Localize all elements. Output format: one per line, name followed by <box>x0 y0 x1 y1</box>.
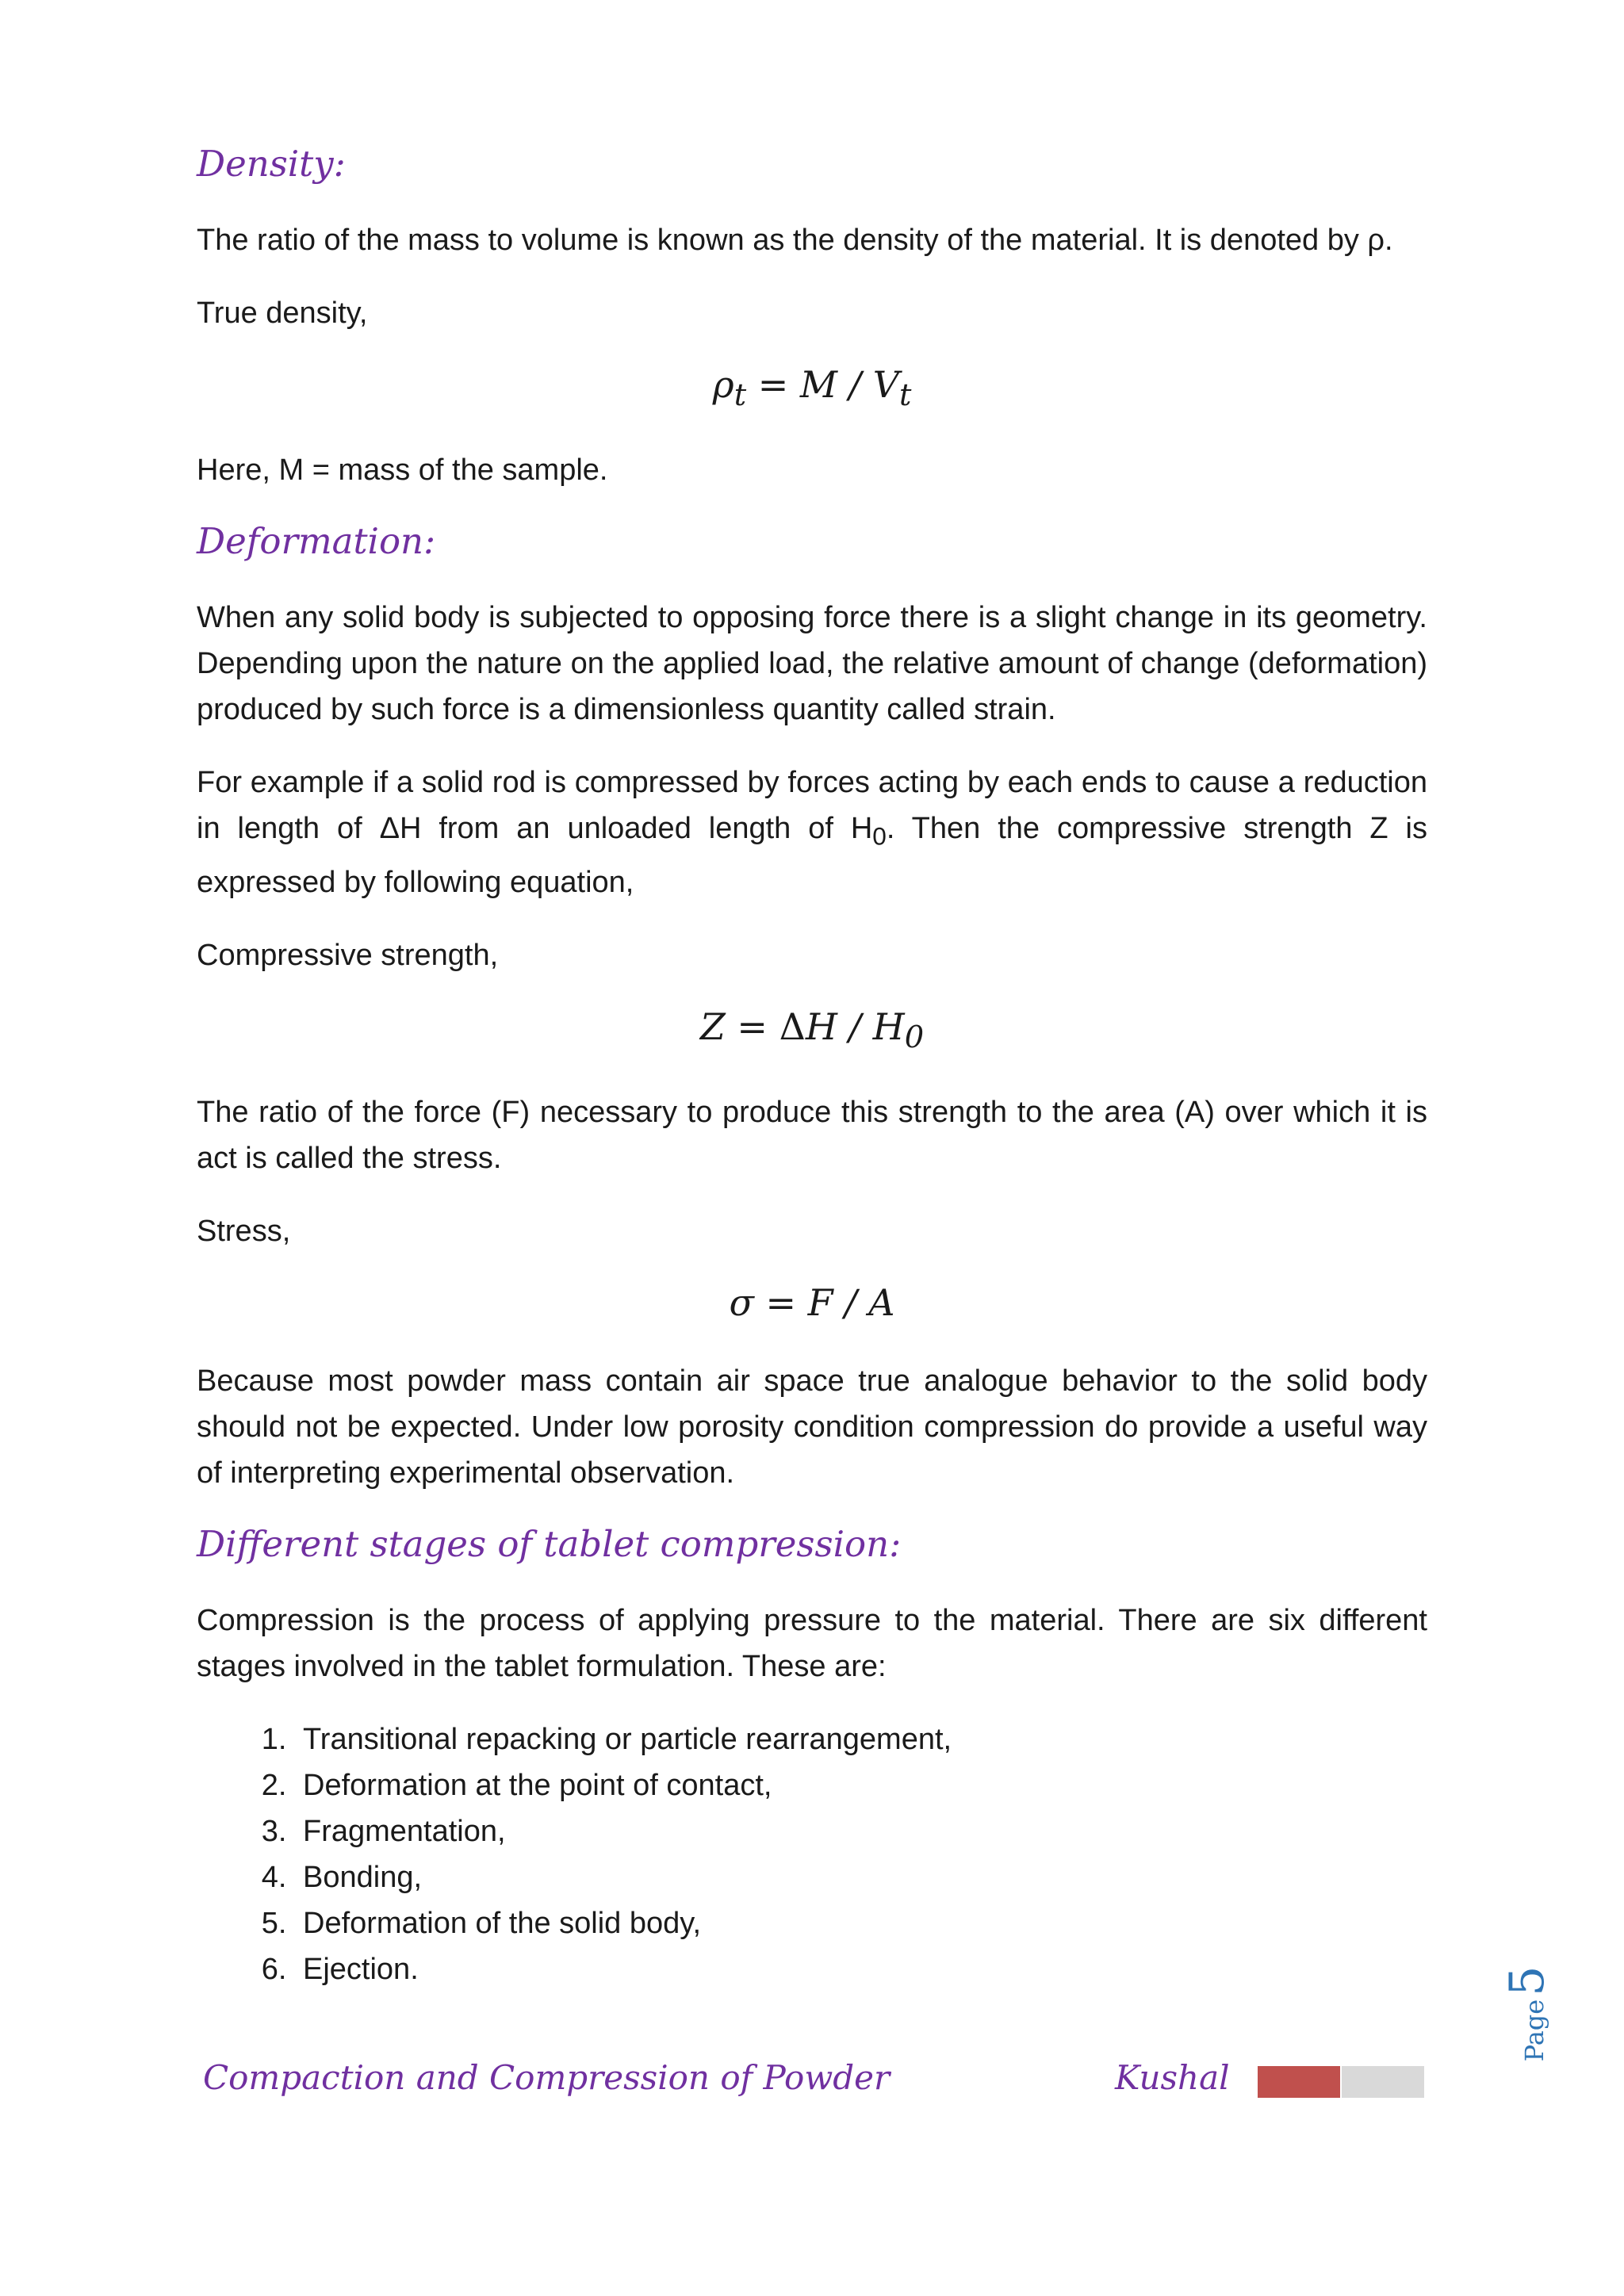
section-heading-stages: Different stages of tablet compression: <box>197 1523 902 1566</box>
formula-mass-over-volume: M / V <box>799 363 899 406</box>
footer-accent-bar-red <box>1258 2066 1340 2098</box>
density-definition: The ratio of the mass to volume is known as the density of the material. It is denoted by ρ. <box>197 224 1393 257</box>
compression-intro: Compression is the process of applying pressure to the material. There are six different stages involved in the tablet formulation. These are: <box>197 1604 1427 1684</box>
compression-example <box>197 760 1427 905</box>
compression-example-text-a: For example if a solid rod is compressed by forces acting by each ends to cause a reduction in length of ΔH from an unloaded length of H <box>197 766 1427 846</box>
page-number: 5 <box>1500 1965 1555 1996</box>
list-item: 2. Deformation at the point of contact, <box>295 1762 1427 1808</box>
formula-h-subscript: 0 <box>904 1019 925 1055</box>
stages-list <box>197 1716 1427 1992</box>
formula-z: Z <box>699 1004 726 1048</box>
footer-accent-bar-grey <box>1342 2066 1424 2098</box>
page-footer <box>203 2058 1424 2114</box>
formula-rho-subscript: t <box>733 377 747 414</box>
list-item: 5. Deformation of the solid body, <box>295 1900 1427 1946</box>
formula-rho: ρ <box>712 363 734 406</box>
formula-z-equals: = <box>725 1004 779 1048</box>
true-density-formula <box>197 363 1427 414</box>
compressive-strength-formula <box>197 1005 1427 1056</box>
page-label: Page <box>1519 1999 1549 2062</box>
compression-example-subscript: 0 <box>872 821 887 851</box>
mass-definition: Here, M = mass of the sample. <box>197 453 608 488</box>
compression-example-text-b: . Then the compressive strength Z is expressed by following equation, <box>197 812 1427 899</box>
deformation-definition: When any solid body is subjected to opposing force there is a slight change in its geometry. Depending upon the nature on the applied load, the relative amount of change (deformation) produced by such force is a dimensionless quantity called strain. <box>197 601 1427 727</box>
stress-definition: The ratio of the force (F) necessary to produce this strength to the area (A) over which it is act is called the stress. <box>197 1095 1427 1175</box>
page-number-badge <box>1500 1958 1555 2069</box>
powder-mass-note: Because most powder mass contain air space true analogue behavior to the solid body should not be expected. Under low porosity condition compression do provide a useful way of interpreting experimental observation. <box>197 1364 1427 1490</box>
formula-h-over-h: H / H <box>805 1004 905 1048</box>
true-density-label: True density, <box>197 297 368 330</box>
stress-label: Stress, <box>197 1214 291 1248</box>
compressive-strength-label: Compressive strength, <box>197 938 499 972</box>
list-item: 4. Bonding, <box>295 1854 1427 1900</box>
formula-volume-subscript: t <box>898 377 912 414</box>
stress-formula: σ = F / A <box>729 1280 895 1324</box>
list-item: 1. Transitional repacking or particle rearrangement, <box>295 1716 1427 1762</box>
page-number-rotated <box>1500 1966 1555 2062</box>
formula-delta: Δ <box>779 1004 806 1048</box>
document-page <box>197 143 1427 1992</box>
list-item: 3. Fragmentation, <box>295 1808 1427 1854</box>
section-heading-density: Density: <box>197 143 346 185</box>
list-item: 6. Ejection. <box>295 1946 1427 1992</box>
footer-author: Kushal <box>1115 2058 1230 2097</box>
formula-equals: = <box>746 363 800 406</box>
section-heading-deformation: Deformation: <box>197 520 436 563</box>
footer-title: Compaction and Compression of Powder <box>203 2058 891 2097</box>
